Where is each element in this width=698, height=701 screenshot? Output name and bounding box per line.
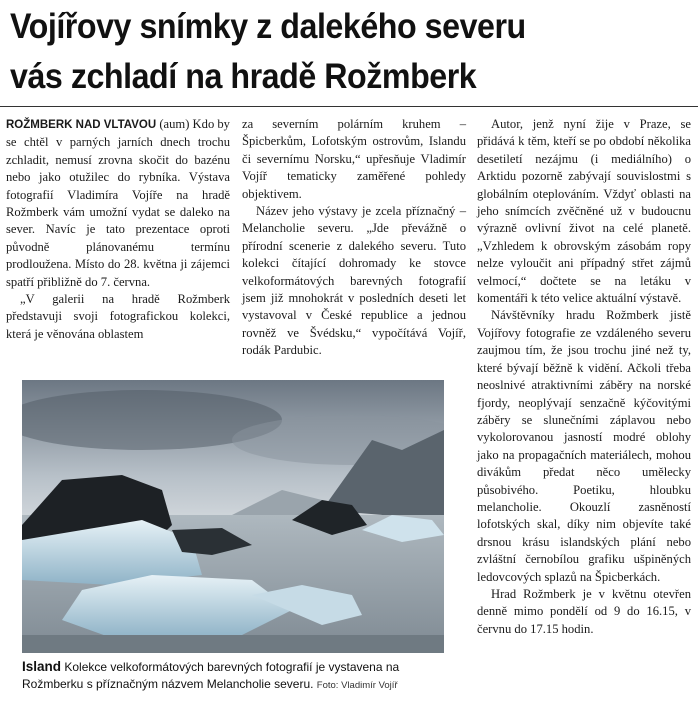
paragraph: Autor, jenž nyní žije v Praze, se přidává k těm, kteří se po období několika desetiletí nezájmu (i mediálního) o Arktidu pozorně zabývají souvislostmi s globálním oteplováním. Vždyť oblasti na jeho snímcích zvěčněné už v budoucnu výrazně ovlivní život na celé planetě. „Vzhledem k obrovským zásobám ropy nelze vyloučit ani případný střet zájmů velmocí,“ dočtete se na letáku v komentáři k této velice aktuální výstavě. xyxy=(477,117,691,306)
caption-text: Kolekce velkoformátových barevných fotografií je vystavena na Rožmberku s příznačným názvem Melancholie severu. xyxy=(22,660,400,691)
paragraph: Název jeho výstavy je zcela příznačný – Melancholie severu. „Jde převážně o přírodní scenerie z dalekého severu. Tuto kolekci čítající dohromady ke stovce velkoformátových barevných fotografií jsem již mnohokrát v posledních deseti let vystavoval v České republice a jednou rovněž ve Švédsku,“ vypočítává Vojíř, rodák Pardubic. xyxy=(242,204,466,358)
iceberg-photo-image xyxy=(22,380,444,653)
caption-tag: Island xyxy=(22,659,62,674)
paragraph: Hrad Rožmberk je v květnu otevřen denně mimo pondělí od 9 do 16.15, v červnu do 17.15 hodin. xyxy=(477,586,691,636)
paragraph: za severním polárním kruhem – Špicberkům, Lofotským ostrovům, Islandu či severnímu Norsku,“ upřesňuje Vladimír Vojíř tematicky zaměřené pohledy objektivem. xyxy=(242,117,466,201)
lead-paragraph xyxy=(6,116,230,291)
headline xyxy=(10,2,636,102)
photo-credit: Foto: Vladimír Vojíř xyxy=(316,680,398,691)
article-column-3 xyxy=(477,116,691,638)
photo-caption xyxy=(22,658,452,694)
article-column-1 xyxy=(6,116,230,343)
dateline: ROŽMBERK NAD VLTAVOU xyxy=(6,119,157,131)
headline-rule xyxy=(0,106,698,107)
headline-line-1: Vojířovy snímky z dalekého severu xyxy=(10,7,526,46)
headline-line-2: vás zchladí na hradě Rožmberk xyxy=(10,57,477,96)
paragraph: Návštěvníky hradu Rožmberk jistě Vojířovy fotografie ze vzdáleného severu zaujmou tím, že jsou trochu jiné než ty, které bývají běžně k vidění. Ačkoli třeba neoslnivé atraktivními záběry na norské fjordy, neoplývají senzačně kýčovitými záběry se slunečními záplavou nebo vykolorovanou jasností modré oblohy jako na propagačních materiálech, mohou divákům předat něco umělecky působivého. Poetiku, hloubku melancholie. Okouzlí zasněností lofotských skal, díky nim objevíte také drsnou krásu islandských plání nebo zvláštní černobílou grafiku ušpiněných ledovcových splazů na Špicberkách. xyxy=(477,308,691,584)
lead-text: Kdo by se chtěl v parných jarních dnech trochu zchladit, nemusí zrovna skočit do bazénu nebo jako otužilec do rybníka. Výstava fotografií Vladimíra Vojíře na hradě Rožmberk vám umožní vydat se daleko na sever. Navíc je tato prezentace oproti původně plánovanému termínu prodloužena. Místo do 28. května ji zájemci spatří přibližně do 7. června. xyxy=(6,117,230,289)
article-column-2 xyxy=(242,116,466,360)
iceberg-photo xyxy=(22,380,444,653)
paragraph: „V galerii na hradě Rožmberk představuji svoji fotografickou kolekci, která je věnována oblastem xyxy=(6,292,230,341)
author-tag: (aum) xyxy=(159,117,190,131)
